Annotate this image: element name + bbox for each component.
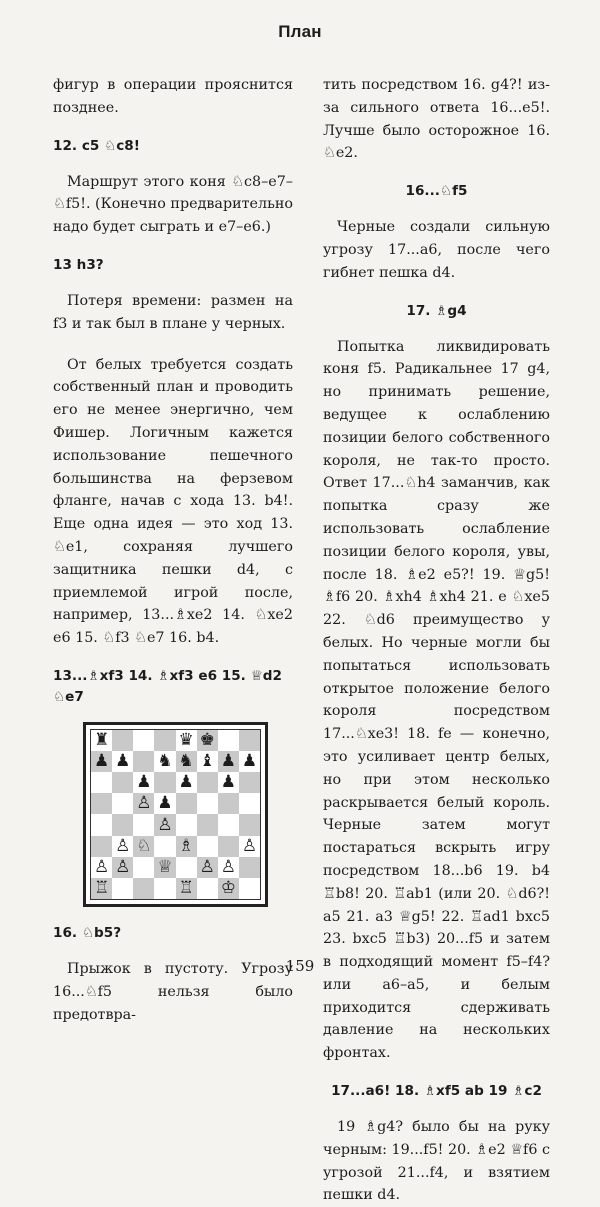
board-square xyxy=(112,836,133,857)
board-square xyxy=(239,857,260,878)
board-square xyxy=(133,878,154,899)
board-square xyxy=(218,857,239,878)
paragraph: От белых требуется создать собственный план и проводить его не менее энергично, чем Фишер. Логичным кажется использование пешечного большинства на ферзевом фланге, начав с хода 13. b4!. Еще одна идея — это ход 13. ♘e1, сохраняя лучшего защитника пешки d4, с приемлемой игрой после, например, 13...♗xe2 14. ♘xe2 e6 15. ♘f3 ♘e7 16. b4. xyxy=(53,356,293,647)
board-square xyxy=(197,836,218,857)
paragraph: Маршрут этого коня ♘c8–e7–♘f5!. (Конечно предварительно надо будет сыграть и е7–е6.) xyxy=(53,173,293,236)
chess-piece: ♟ xyxy=(220,751,236,772)
chess-piece: ♙ xyxy=(115,856,131,877)
board-square xyxy=(112,793,133,814)
chess-piece: ♟ xyxy=(220,772,236,793)
board-square xyxy=(91,814,112,835)
board-square xyxy=(176,878,197,899)
page-header: План xyxy=(278,22,322,41)
chess-piece: ♗ xyxy=(178,835,194,856)
board-square xyxy=(176,857,197,878)
board-square xyxy=(197,772,218,793)
board-square xyxy=(112,878,133,899)
board-square xyxy=(133,857,154,878)
board-square xyxy=(133,836,154,857)
board-square xyxy=(112,772,133,793)
board-square xyxy=(154,730,175,751)
chess-piece: ♟ xyxy=(157,793,173,814)
board-square xyxy=(176,836,197,857)
page-number: 159 xyxy=(285,957,315,975)
board-square xyxy=(91,751,112,772)
board-square xyxy=(197,814,218,835)
chess-diagram xyxy=(83,722,268,907)
paragraph: Потеря времени: размен на f3 и так был в плане у черных. xyxy=(53,292,293,332)
board-square xyxy=(112,814,133,835)
move-heading: 16...♘f5 xyxy=(405,183,468,200)
board-square xyxy=(176,793,197,814)
board-square xyxy=(154,772,175,793)
chess-piece: ♜ xyxy=(93,730,110,750)
board-square xyxy=(218,730,239,751)
board-square xyxy=(218,878,239,899)
board-square xyxy=(91,730,112,751)
board-square xyxy=(154,793,175,814)
move-heading: 12. c5 ♘c8! xyxy=(53,137,140,154)
board-square xyxy=(218,814,239,835)
board-square xyxy=(197,751,218,772)
chess-piece: ♙ xyxy=(115,835,131,856)
move-heading: 13 h3? xyxy=(53,256,104,273)
board-square xyxy=(197,730,218,751)
board-square xyxy=(133,814,154,835)
move-heading: 13...♗xf3 14. ♗xf3 e6 15. ♕d2 ♘e7 xyxy=(53,667,282,705)
board-square xyxy=(218,793,239,814)
board-square xyxy=(197,857,218,878)
paragraph: Прыжок в пустоту. Угрозу 16...♘f5 нельзя было предотвра- xyxy=(53,960,293,1023)
board-square xyxy=(218,751,239,772)
board-square xyxy=(176,814,197,835)
chess-piece: ♞ xyxy=(178,751,194,772)
chess-piece: ♘ xyxy=(136,835,152,856)
move-heading: 17. ♗g4 xyxy=(406,302,467,319)
board-square xyxy=(176,751,197,772)
chess-piece: ♟ xyxy=(178,772,194,793)
chess-piece: ♙ xyxy=(241,835,258,856)
board-square xyxy=(154,751,175,772)
board-square xyxy=(218,836,239,857)
board-square xyxy=(91,836,112,857)
board-square xyxy=(112,857,133,878)
board-square xyxy=(91,772,112,793)
board-square xyxy=(91,878,112,899)
chess-piece: ♟ xyxy=(136,772,152,793)
board-square xyxy=(176,772,197,793)
board-square xyxy=(239,814,260,835)
chess-piece: ♙ xyxy=(136,793,152,814)
chess-piece: ♟ xyxy=(93,751,110,772)
board-square xyxy=(133,772,154,793)
chess-piece: ♖ xyxy=(178,877,194,898)
move-heading: 16. ♘b5? xyxy=(53,924,122,941)
paragraph: 19 ♗g4? было бы на руку черным: 19...f5! 20. ♗e2 ♕f6 с угрозой 21...f4, и взятием пешки d4. xyxy=(323,1119,550,1204)
board-square xyxy=(133,730,154,751)
chess-piece: ♚ xyxy=(199,730,215,750)
chess-piece: ♟ xyxy=(241,751,258,772)
chess-piece: ♛ xyxy=(178,730,194,750)
paragraph: тить посредством 16. g4?! из-за сильного ответа 16...e5!. Лучше было осторожное 16. ♘e2. xyxy=(323,77,550,162)
board-square xyxy=(133,793,154,814)
board-square xyxy=(239,836,260,857)
paragraph: фигур в операции прояснится позднее. xyxy=(53,77,293,116)
board-square xyxy=(112,730,133,751)
chess-piece: ♙ xyxy=(199,856,215,877)
chess-piece: ♕ xyxy=(157,856,173,877)
board-square xyxy=(197,878,218,899)
board-square xyxy=(239,793,260,814)
right-column xyxy=(323,74,550,1207)
chess-piece: ♙ xyxy=(220,856,236,877)
board-square xyxy=(91,793,112,814)
board-square xyxy=(154,878,175,899)
board-square xyxy=(154,857,175,878)
chess-piece: ♝ xyxy=(199,751,215,772)
board-square xyxy=(91,857,112,878)
board-square xyxy=(176,730,197,751)
chess-board xyxy=(90,729,261,900)
chess-piece: ♙ xyxy=(93,856,110,877)
chess-piece: ♞ xyxy=(157,751,173,772)
board-square xyxy=(154,836,175,857)
chess-piece: ♟ xyxy=(115,751,131,772)
board-square xyxy=(133,751,154,772)
paragraph: Попытка ликвидировать коня f5. Радикальнее 17 g4, но принимать решение, ведущее к ослаблению позиции белого собственного короля, не так-то просто. Ответ 17...♘h4 заманчив, как попытка сразу же использовать ослабление позиции белого короля, увы, после 18. ♗e2 e5?! 19. ♕g5! ♗f6 20. ♗xh4 ♗xh4 21. e ♘xe5 22. ♘d6 преимущество у белых. Но черные могли бы попытаться использовать открытое положение белого короля посредством 17...♘xe3! 18. fe — конечно, это усиливает центр белых, но при этом несколько раскрывается белый король. Черные затем могут постараться вскрыть игру посредством 18...b6 19. b4 ♖b8! 20. ♖ab1 (или 20. ♘d6?! a5 21. a3 ♕g5! 22. ♖ad1 bxc5 23. bxc5 ♖b3) 20...f5 и затем в подходящий момент f5–f4? или a6–a5, и белым приходится сдерживать давление на нескольких фронтах. xyxy=(323,338,550,1062)
board-square xyxy=(112,751,133,772)
board-square xyxy=(218,772,239,793)
paragraph: Черные создали сильную угрозу 17...a6, после чего гибнет пешка d4. xyxy=(323,219,550,281)
board-square xyxy=(239,772,260,793)
board-square xyxy=(197,793,218,814)
board-square xyxy=(239,751,260,772)
left-column xyxy=(53,74,293,1026)
move-heading: 17...a6! 18. ♗xf5 ab 19 ♗c2 xyxy=(331,1083,542,1100)
board-square xyxy=(239,730,260,751)
chess-piece: ♙ xyxy=(157,814,173,835)
chess-piece: ♔ xyxy=(220,877,236,898)
board-square xyxy=(154,814,175,835)
board-square xyxy=(239,878,260,899)
chess-piece: ♖ xyxy=(93,877,110,898)
